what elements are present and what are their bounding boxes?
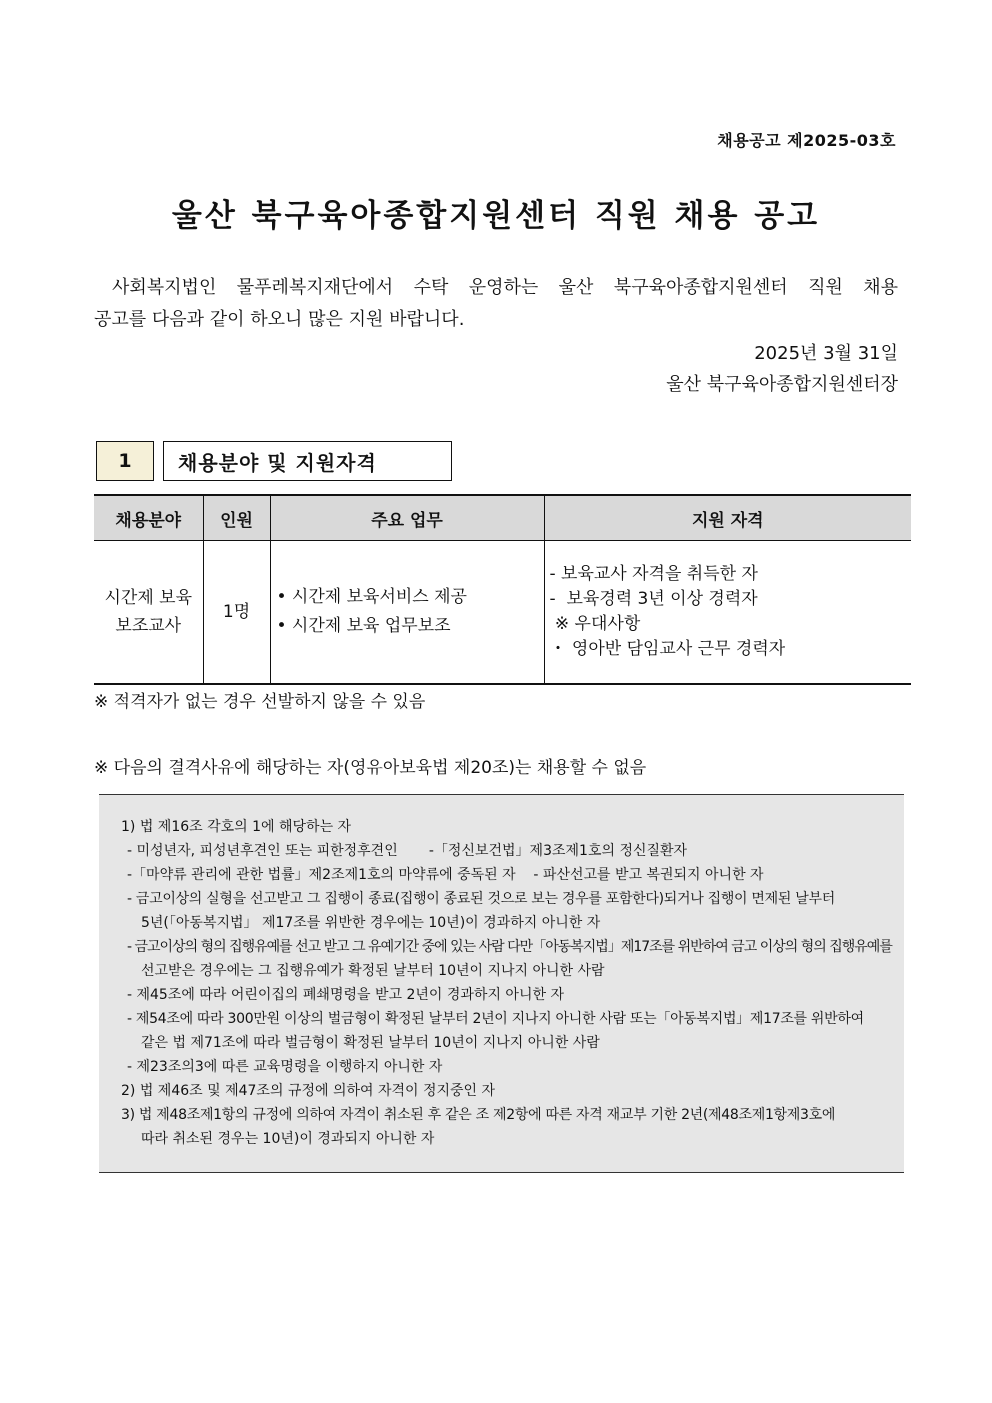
- section-title: 채용분야 및 지원자격: [163, 441, 452, 481]
- field-line: 시간제 보육: [104, 588, 192, 608]
- list-item: 따라 취소된 경우는 10년)이 경과되지 아니한 자: [141, 1131, 435, 1147]
- notice-number: 채용공고 제2025-03호: [717, 131, 896, 150]
- table-header-row: [94, 495, 911, 541]
- issuer-name: 울산 북구육아종합지원센터장: [666, 374, 898, 395]
- duty-item: • 시간제 보육서비스 제공: [276, 587, 467, 607]
- list-item: - 금고이상의 실형을 선고받고 그 집행이 종료(집행이 종료된 것으로 보는 경우를 포함한다)되거나 집행이 면제된 날부터: [127, 891, 835, 907]
- intro-line-2: 공고를 다음과 같이 하오니 많은 지원 바랍니다.: [94, 309, 465, 330]
- qualification-item: - 보육경력 3년 이상 경력자: [549, 589, 758, 609]
- list-item: - 미성년자, 피성년후견인 또는 피한정후견인 -「정신보건법」제3조제1호의 정신질환자: [127, 843, 688, 859]
- count-cell: 1명: [203, 541, 270, 685]
- announcement-date: 2025년 3월 31일: [754, 343, 898, 364]
- list-item: 5년(「아동복지법」 제17조를 위반한 경우에는 10년)이 경과하지 아니한 자: [141, 915, 601, 931]
- qualification-item: - 보육교사 자격을 취득한 자: [549, 564, 758, 584]
- duties-cell: [270, 541, 544, 685]
- page-title: 울산 북구육아종합지원센터 직원 채용 공고: [171, 198, 821, 234]
- qualification-item: ・ 영아반 담임교사 근무 경력자: [549, 639, 786, 659]
- disqualification-note: ※ 다음의 결격사유에 해당하는 자(영유아보육법 제20조)는 채용할 수 없음: [94, 758, 647, 778]
- qualification-item: ※ 우대사항: [549, 614, 641, 634]
- list-item: 2) 법 제46조 및 제47조의 규정에 의하여 자격이 정지중인 자: [121, 1083, 496, 1099]
- list-item: -「마약류 관리에 관한 법률」제2조제1호의 마약류에 중독된 자 - 파산선고를 받고 복권되지 아니한 자: [127, 867, 764, 883]
- list-item: 같은 법 제71조에 따라 벌금형이 확정된 날부터 10년이 지나지 아니한 사람: [141, 1035, 600, 1051]
- list-item: - 제54조에 따라 300만원 이상의 벌금형이 확정된 날부터 2년이 지나지 아니한 사람 또는「아동복지법」제17조를 위반하여: [127, 1011, 864, 1027]
- list-item: 3) 법 제48조제1항의 규정에 의하여 자격이 취소된 후 같은 조 제2항에 따른 자격 재교부 기한 2년(제48조제1항제3호에: [121, 1107, 836, 1123]
- header-qualifications: 지원 자격: [544, 495, 911, 541]
- intro-line-1: 사회복지법인 물푸레복지재단에서 수탁 운영하는 울산 북구육아종합지원센터 직원 채용: [112, 277, 898, 298]
- intro-paragraph: [94, 272, 898, 336]
- recruitment-table: [94, 494, 911, 685]
- disqualification-box: [99, 794, 904, 1173]
- field-line: 보조교사: [115, 616, 182, 636]
- selection-note: ※ 적격자가 없는 경우 선발하지 않을 수 있음: [94, 692, 426, 712]
- header-duties: 주요 업무: [270, 495, 544, 541]
- list-item: 1) 법 제16조 각호의 1에 해당하는 자: [121, 819, 352, 835]
- field-cell: [94, 541, 203, 685]
- qualifications-cell: [544, 541, 911, 685]
- table-row: [94, 541, 911, 685]
- section-number: 1: [96, 441, 154, 481]
- list-item: - 금고이상의 형의 집행유예를 선고 받고 그 유예기간 중에 있는 사람 다만「아동복지법」제17조를 위반하여 금고 이상의 형의 집행유예를: [127, 939, 892, 955]
- list-item: - 제23조의3에 따른 교육명령을 이행하지 아니한 자: [127, 1059, 443, 1075]
- header-count: 인원: [203, 495, 270, 541]
- list-item: - 제45조에 따라 어린이집의 폐쇄명령을 받고 2년이 경과하지 아니한 자: [127, 987, 564, 1003]
- duty-item: • 시간제 보육 업무보조: [276, 616, 451, 636]
- list-item: 선고받은 경우에는 그 집행유예가 확정된 날부터 10년이 지나지 아니한 사람: [141, 963, 605, 979]
- header-field: 채용분야: [94, 495, 203, 541]
